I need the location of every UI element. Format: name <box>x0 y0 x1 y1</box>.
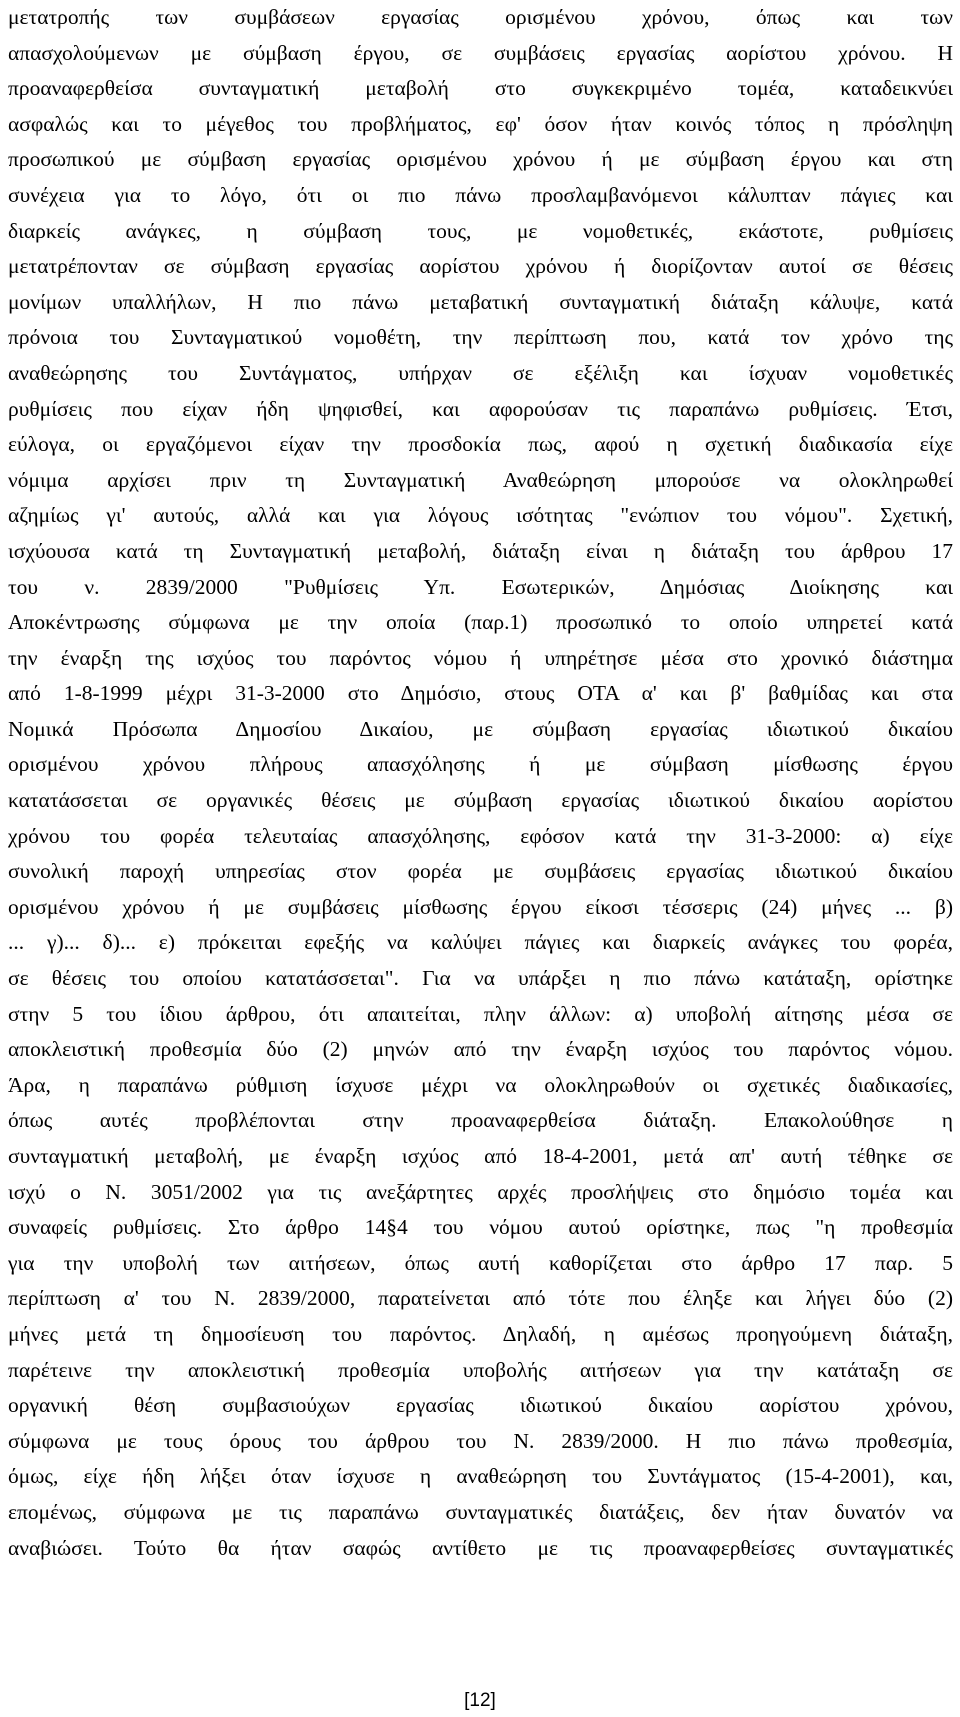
text-line: μονίμων υπαλλήλων, Η πιο πάνω μεταβατική συνταγματική διάταξη κάλυψε, κατά <box>8 289 954 314</box>
text-line: ρυθμίσεις που είχαν ήδη ψηφισθεί, και αφορούσαν τις παραπάνω ρυθμίσεις. Έτσι, <box>8 396 953 421</box>
text-line: περίπτωση α' του Ν. 2839/2000, παρατείνεται από τότε που έληξε και λήγει δύο (2) <box>8 1286 953 1311</box>
text-line: από 1-8-1999 μέχρι 31-3-2000 στο Δημόσιο, στους ΟΤΑ α' και β' βαθμίδας και στα <box>8 681 954 706</box>
text-line: Νομικά Πρόσωπα Δημοσίου Δικαίου, με σύμβαση εργασίας ιδιωτικού δικαίου <box>8 716 954 741</box>
text-line: συναφείς ρυθμίσεις. Στο άρθρο 14§4 του νόμου αυτού ορίστηκε, πως "η προθεσμία <box>8 1215 953 1240</box>
text-line: ισχύουσα κατά τη Συνταγματική μεταβολή, διάταξη είναι η διάταξη του άρθρου 17 <box>8 538 953 563</box>
text-line: επομένως, σύμφωνα με τις παραπάνω συνταγματικές διατάξεις, δεν ήταν δυνατόν να <box>8 1499 954 1524</box>
text-line: όμως, είχε ήδη λήξει όταν ίσχυσε η αναθεώρηση του Συντάγματος (15-4-2001), και, <box>8 1464 954 1489</box>
text-line: αναβιώσει. Τούτο θα ήταν σαφώς αντίθετο με τις προαναφερθείσες συνταγματικές <box>8 1535 953 1560</box>
text-line: οργανική θέση συμβασιούχων εργασίας ιδιωτικού δικαίου αορίστου χρόνου, <box>8 1393 953 1418</box>
text-line: ισχύ ο Ν. 3051/2002 για τις ανεξάρτητες αρχές προσλήψεις στο δημόσιο τομέα και <box>8 1179 953 1204</box>
text-line: απασχολούμενων με σύμβαση έργου, σε συμβάσεις εργασίας αορίστου χρόνου. Η <box>8 40 954 65</box>
text-line: χρόνου του φορέα τελευταίας απασχόλησης, εφόσον κατά την 31-3-2000: α) είχε <box>8 823 953 848</box>
text-line: σε θέσεις του οποίου κατατάσσεται". Για να υπάρξει η πιο πάνω κατάταξη, ορίστηκε <box>8 966 954 991</box>
text-line: διαρκείς ανάγκες, η σύμβαση τους, με νομοθετικές, εκάστοτε, ρυθμίσεις <box>8 218 953 243</box>
text-line: συνταγματική μεταβολή, με έναρξη ισχύος από 18-4-2001, μετά απ' αυτή τέθηκε σε <box>8 1144 954 1168</box>
text-line: συνέχεια για το λόγο, ότι οι πιο πάνω προσλαμβανόμενοι κάλυπταν πάγιες και <box>8 182 953 207</box>
text-line: Άρα, η παραπάνω ρύθμιση ίσχυσε μέχρι να ολοκληρωθούν οι σχετικές διαδικασίες, <box>8 1072 954 1097</box>
text-line: ... γ)... δ)... ε) πρόκειται εφεξής να καλύψει πάγιες και διαρκείς ανάγκες του φορέα, <box>8 930 953 955</box>
text-line: αποκλειστική προθεσμία δύο (2) μηνών από την έναρξη ισχύος του παρόντος νόμου. <box>8 1037 954 1062</box>
text-line: του ν. 2839/2000 "Ρυθμίσεις Υπ. Εσωτερικών, Δημόσιας Διοίκησης και <box>8 574 953 599</box>
text-line: στην 5 του ίδιου άρθρου, ότι απαιτείται, πλην άλλων: α) υποβολή αίτησης μέσα σε <box>8 1001 954 1026</box>
text-line: ασφαλώς και το μέγεθος του προβλήματος, εφ' όσον ήταν κοινός τόπος η πρόσληψη <box>8 111 953 136</box>
text-line: πρόνοια του Συνταγματικού νομοθέτη, την περίπτωση που, κατά τον χρόνο της <box>8 325 953 350</box>
text-line: μετατροπής των συμβάσεων εργασίας ορισμένου χρόνου, όπως και των <box>8 5 953 29</box>
text-line: κατατάσσεται σε οργανικές θέσεις με σύμβαση εργασίας ιδιωτικού δικαίου αορίστου <box>8 788 953 813</box>
text-line: αναθεώρησης του Συντάγματος, υπήρχαν σε εξέλιξη και ίσχυαν νομοθετικές <box>8 360 953 385</box>
text-line: για την υποβολή των αιτήσεων, όπως αυτή καθορίζεται στο άρθρο 17 παρ. 5 <box>8 1250 954 1275</box>
text-line: εύλογα, οι εργαζόμενοι είχαν την προσδοκία πως, αφού η σχετική διαδικασία είχε <box>8 432 954 457</box>
text-line: παρέτεινε την αποκλειστική προθεσμία υποβολής αιτήσεων για την κατάταξη σε <box>8 1357 953 1382</box>
text-line: ορισμένου χρόνου πλήρους απασχόλησης ή με σύμβαση μίσθωσης έργου <box>8 752 954 777</box>
text-line: μήνες μετά τη δημοσίευση του παρόντος. Δηλαδή, η αμέσως προηγούμενη διάταξη, <box>8 1321 954 1346</box>
text-line: προαναφερθείσα συνταγματική μεταβολή στο συγκεκριμένο τομέα, καταδεικνύει <box>8 76 953 101</box>
body-text <box>8 0 953 1566</box>
text-line: συνολική παροχή υπηρεσίας στον φορέα με συμβάσεις εργασίας ιδιωτικού δικαίου <box>8 859 954 884</box>
text-line: νόμιμα αρχίσει πριν τη Συνταγματική Αναθεώρηση μπορούσε να ολοκληρωθεί <box>8 467 954 492</box>
text-line: σύμφωνα με τους όρους του άρθρου του Ν. 2839/2000. Η πιο πάνω προθεσμία, <box>8 1428 953 1453</box>
text-line: μετατρέπονταν σε σύμβαση εργασίας αορίστου χρόνου ή διορίζονταν αυτοί σε θέσεις <box>8 254 954 279</box>
text-line: προσωπικού με σύμβαση εργασίας ορισμένου χρόνου ή με σύμβαση έργου και στη <box>8 147 953 172</box>
page-number: [12] <box>464 1690 496 1711</box>
text-line: την έναρξη της ισχύος του παρόντος νόμου ή υπηρέτησε μέσα στο χρονικό διάστημα <box>8 645 953 670</box>
text-line: όπως αυτές προβλέπονται στην προαναφερθείσα διάταξη. Επακολούθησε η <box>8 1108 953 1133</box>
text-line: Αποκέντρωσης σύμφωνα με την οποία (παρ.1) προσωπικό το οποίο υπηρετεί κατά <box>8 610 953 635</box>
text-line: αζημίως γι' αυτούς, αλλά και για λόγους ισότητας "ενώπιον του νόμου". Σχετική, <box>8 503 954 528</box>
text-line: ορισμένου χρόνου ή με συμβάσεις μίσθωσης έργου είκοσι τέσσερις (24) μήνες ... β) <box>8 894 953 919</box>
